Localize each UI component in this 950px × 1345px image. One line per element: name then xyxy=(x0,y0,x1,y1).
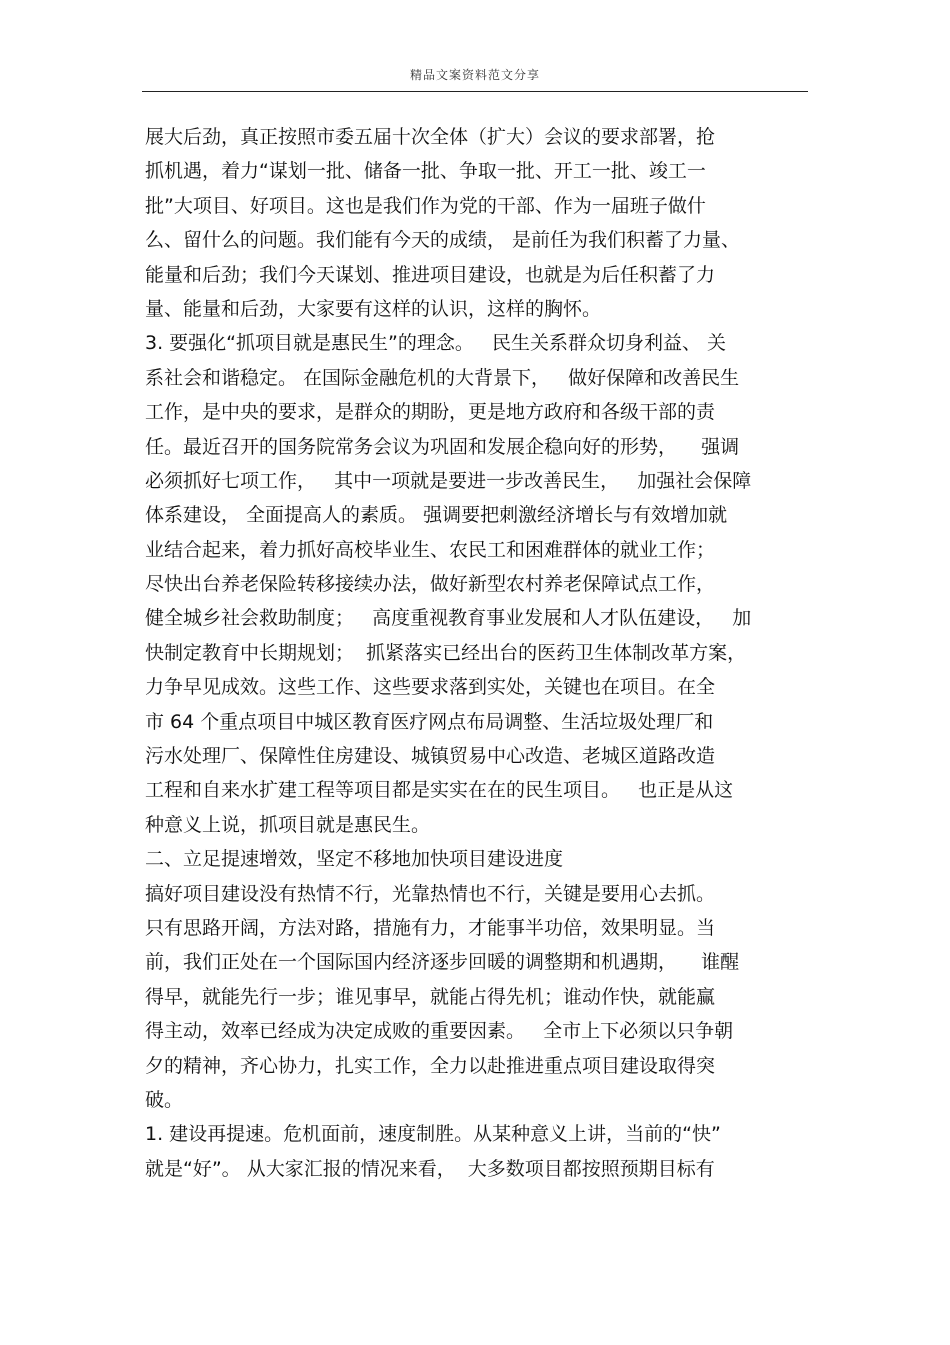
text-line: 只有思路开阔，方法对路，措施有力，才能事半功倍，效果明显。当 xyxy=(145,916,716,939)
page-header: 精品文案资料范文分享 xyxy=(409,68,540,82)
text-line: 工程和自来水扩建工程等项目都是实实在在的民生项目。 也正是从这 xyxy=(145,779,734,802)
text-line: 种意义上说，抓项目就是惠民生。 xyxy=(145,813,431,836)
text-line: 前，我们正处在一个国际国内经济逐步回暖的调整期和机遇期， 谁醒 xyxy=(145,951,740,974)
text-line: 么、留什么的问题。我们能有今天的成绩， 是前任为我们积蓄了力量、 xyxy=(145,229,741,252)
text-line: 污水处理厂、保障性住房建设、城镇贸易中心改造、老城区道路改造 xyxy=(145,745,716,768)
text-line: 就是“好”。 从大家汇报的情况来看， 大多数项目都按照预期目标有 xyxy=(145,1157,715,1180)
text-line: 工作，是中央的要求，是群众的期盼，更是地方政府和各级干部的责 xyxy=(145,401,716,424)
text-line: 任。最近召开的国务院常务会议为巩固和发展企稳向好的形势， 强调 xyxy=(145,435,740,458)
text-line: 批”大项目、好项目。这也是我们作为党的干部、作为一届班子做什 xyxy=(145,194,706,217)
text-line: 能量和后劲；我们今天谋划、推进项目建设，也就是为后任积蓄了力 xyxy=(145,263,716,286)
text-line: 快制定教育中长期规划； 抓紧落实已经出台的医药卫生体制改革方案， xyxy=(145,641,747,664)
text-line: 抓机遇，着力“谋划一批、储备一批、争取一批、开工一批、竣工一 xyxy=(145,160,706,183)
text-line: 1. 建设再提速。危机面前，速度制胜。从某种意义上讲，当前的“快” xyxy=(145,1123,721,1146)
text-line: 得早，就能先行一步；谁见事早，就能占得先机；谁动作快，就能赢 xyxy=(145,985,716,1008)
section-heading: 二、立足提速增效，坚定不移地加快项目建设进度 xyxy=(145,848,564,871)
text-line: 力争早见成效。这些工作、这些要求落到实处，关键也在项目。在全 xyxy=(145,676,716,699)
text-line: 尽快出台养老保险转移接续办法，做好新型农村养老保障试点工作， xyxy=(145,573,716,596)
header-divider xyxy=(142,91,808,92)
text-line: 体系建设， 全面提高人的素质。 强调要把刺激经济增长与有效增加就 xyxy=(145,504,728,527)
text-line: 搞好项目建设没有热情不行，光靠热情也不行，关键是要用心去抓。 xyxy=(145,882,716,905)
text-line: 市 64 个重点项目中城区教育医疗网点布局调整、生活垃圾处理厂和 xyxy=(145,710,714,733)
text-line: 系社会和谐稳定。 在国际金融危机的大背景下， 做好保障和改善民生 xyxy=(145,366,740,389)
text-line: 破。 xyxy=(145,1088,184,1111)
text-line: 3. 要强化“抓项目就是惠民生”的理念。 民生关系群众切身利益、 关 xyxy=(145,332,727,355)
document-body xyxy=(145,120,815,1186)
text-line: 量、能量和后劲，大家要有这样的认识，这样的胸怀。 xyxy=(145,297,602,320)
text-line: 夕的精神，齐心协力，扎实工作，全力以赴推进重点项目建设取得突 xyxy=(145,1054,716,1077)
text-line: 必须抓好七项工作， 其中一项就是要进一步改善民生， 加强社会保障 xyxy=(145,469,752,492)
text-line: 得主动，效率已经成为决定成败的重要因素。 全市上下必须以只争朝 xyxy=(145,1020,734,1043)
text-line: 健全城乡社会救助制度； 高度重视教育事业发展和人才队伍建设， 加 xyxy=(145,607,752,630)
text-line: 业结合起来，着力抓好高校毕业生、农民工和困难群体的就业工作； xyxy=(145,538,716,561)
text-line: 展大后劲，真正按照市委五届十次全体（扩大）会议的要求部署，抢 xyxy=(145,126,716,148)
